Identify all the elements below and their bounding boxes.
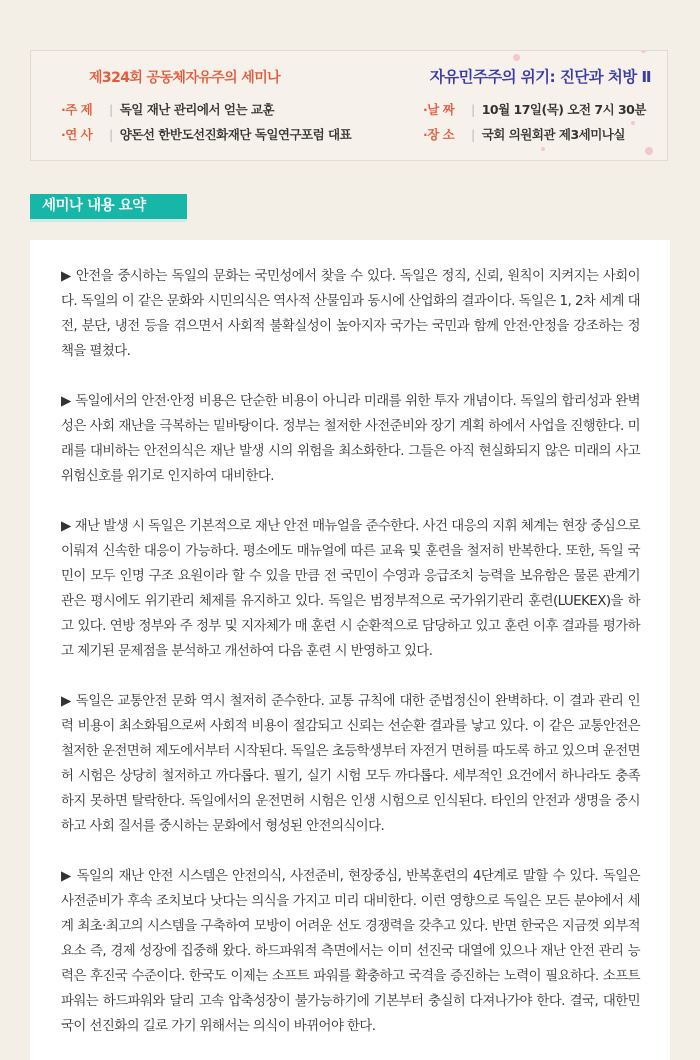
summary-heading: 세미나 내용 요약 xyxy=(30,194,187,219)
date-value: 10월 17일(목) 오전 7시 30분 xyxy=(481,102,646,117)
summary-paragraph: ▶ 안전을 중시하는 독일의 문화는 국민성에서 찾을 수 있다. 독일은 정직, 신뢰, 원칙이 지켜지는 사회이다. 독일의 이 같은 문화와 시민의식은 역사적 산물임과 동시에 산업화의 결과이다. 독일은 1, 2차 세계 대전, 분단, 냉전 등을 겪으면서 사회적 불확실성이 높아지자 국가는 국민과 함께 안전·안정을 강조하는 정책을 펼쳤다. xyxy=(61,269,640,359)
summary-paragraph: ▶ 독일에서의 안전·안정 비용은 단순한 비용이 아니라 미래를 위한 투자 개념이다. 독일의 합리성과 완벽성은 사회 재난을 극복하는 밑바탕이다. 정부는 철저한 사전준비와 장기 계획 하에서 사업을 진행한다. 미래를 대비하는 안전의식은 재난 발생 시의 위험을 최소화한다. 그들은 아직 현실화되지 않은 미래의 사고 위험신호를 위기로 인지하여 대비한다. xyxy=(61,394,640,484)
topic-label: ·주 제 xyxy=(61,102,93,117)
decor-dot xyxy=(641,50,646,53)
decor-dot xyxy=(541,147,545,151)
speaker-row xyxy=(61,125,351,143)
venue-label: ·장 소 xyxy=(423,127,455,142)
summary-paragraph: ▶ 독일은 교통안전 문화 역시 철저히 준수한다. 교통 규칙에 대한 준법정신이 완벽하다. 이 결과 관리 인력 비용이 최소화됨으로써 사회적 비용이 절감되고 신뢰는 선순환 결과를 낳고 있다. 이 같은 교통안전은 철저한 운전면허 제도에서부터 시작된다. 독일은 초등학생부터 자전거 면허를 따도록 하고 있으며 운전면허 시험은 상당히 철저하고 까다롭다. 필기, 실기 시험 모두 까다롭다. 세부적인 요건에서 하나라도 충족하지 못하면 탈락한다. 독일에서의 운전면허 시험은 인생 시험으로 인식된다. 타인의 안전과 생명을 중시하고 사회 질서를 중시하는 문화에서 형성된 안전의식이다. xyxy=(61,694,640,834)
decor-dot xyxy=(631,121,635,125)
decor-dot xyxy=(645,147,653,155)
summary-heading-underline xyxy=(30,219,187,222)
divider: | xyxy=(471,102,475,117)
decor-dot xyxy=(513,54,520,61)
speaker-label: ·연 사 xyxy=(61,127,93,142)
venue-row xyxy=(423,125,625,143)
speaker-value: 양돈선 한반도선진화재단 독일연구포럼 대표 xyxy=(119,127,352,142)
summary-paragraph: ▶ 독일의 재난 안전 시스템은 안전의식, 사전준비, 현장중심, 반복훈련의 4단계로 말할 수 있다. 독일은 사전준비가 후속 조치보다 낫다는 의식을 가지고 미리 대비한다. 이런 영향으로 독일은 모든 분야에서 세계 최초·최고의 시스템을 구축하여 모방이 어려운 선도 경쟁력을 갖추고 있다. 반면 한국은 지금껏 외부적 요소 즉, 경제 성장에 집중해 왔다. 하드파워적 측면에서는 이미 선진국 대열에 있으나 재난 안전 관리 능력은 후진국 수준이다. 한국도 이제는 소프트 파워를 확충하고 국격을 증진하는 노력이 필요하다. 소프트 파워는 하드파워와 달리 고속 압축성장이 불가능하기에 기본부터 충실히 다져나가야 한다. 결국, 대한민국이 선진화의 길로 가기 위해서는 의식이 바뀌어야 한다. xyxy=(61,869,640,1034)
seminar-theme-title: 자유민주주의 위기: 진단과 처방 Ⅱ xyxy=(429,68,651,86)
topic-value: 독일 재난 관리에서 얻는 교훈 xyxy=(119,102,275,117)
seminar-number: 제324회 공동체자유주의 세미나 xyxy=(89,70,281,86)
divider: | xyxy=(471,127,475,142)
date-row xyxy=(423,100,646,118)
divider: | xyxy=(109,102,113,117)
summary-paragraph: ▶ 재난 발생 시 독일은 기본적으로 재난 안전 매뉴얼을 준수한다. 사건 대응의 지휘 체계는 현장 중심으로 이뤄져 신속한 대응이 가능하다. 평소에도 매뉴얼에 따른 교육 및 훈련을 철저히 반복한다. 또한, 독일 국민이 모두 인명 구조 요원이라 할 수 있을 만큼 전 국민이 수영과 응급조치 능력을 보유함은 물론 관계기관은 평시에도 위기관리 체제를 유지하고 있다. 독일은 범정부적으로 국가위기관리 훈련(LUEKEX)을 하고 있다. 연방 정부와 주 정부 및 지자체가 매 훈련 시 순환적으로 담당하고 있고 훈련 이후 결과를 평가하고 제기된 문제점을 분석하고 개선하여 다음 훈련 시 반영하고 있다. xyxy=(61,519,640,659)
summary-content xyxy=(30,240,670,1060)
divider: | xyxy=(109,127,113,142)
venue-value: 국회 의원회관 제3세미나실 xyxy=(481,127,625,142)
topic-row xyxy=(61,100,274,118)
date-label: ·날 짜 xyxy=(423,102,455,117)
seminar-info-header xyxy=(30,50,668,161)
